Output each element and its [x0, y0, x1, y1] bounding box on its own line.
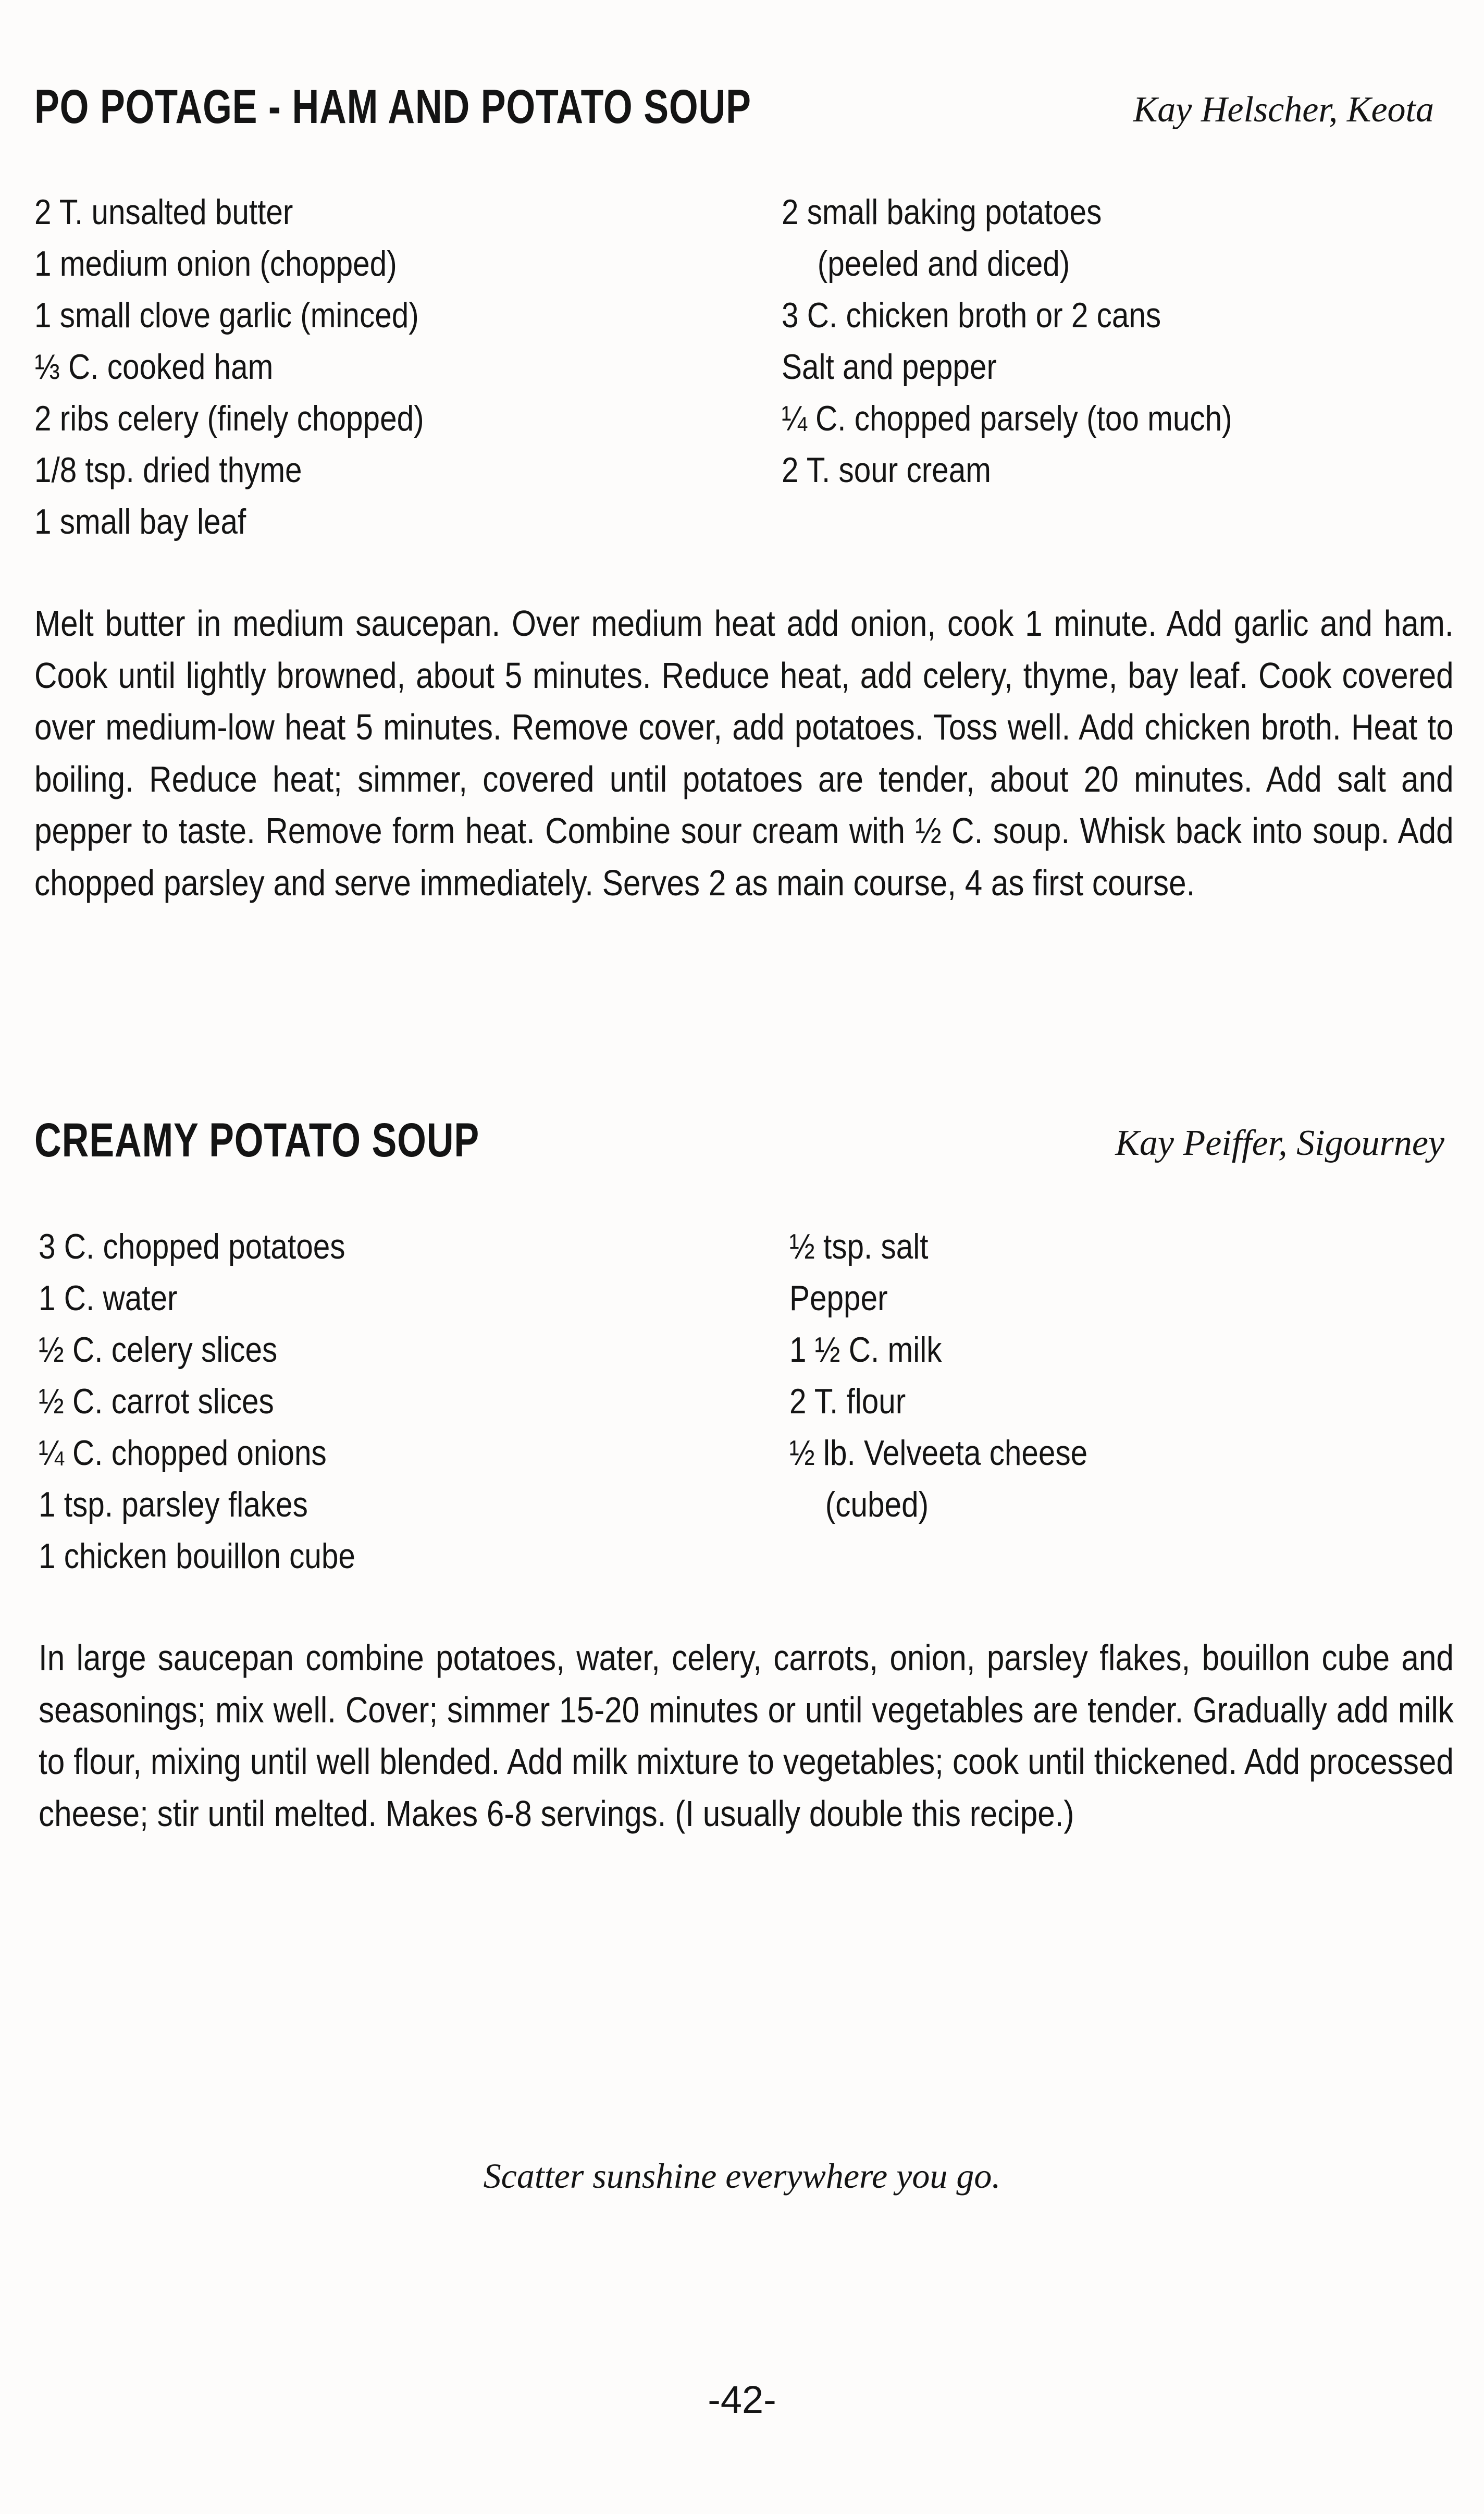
- ingredient-item: ¼ C. chopped onions: [39, 1433, 327, 1473]
- ingredient-item: ¼ C. chopped parsely (too much): [782, 399, 1232, 438]
- ingredient-item: 1 tsp. parsley flakes: [39, 1485, 308, 1524]
- ingredient-item: 1 C. water: [39, 1278, 178, 1318]
- ingredient-item: 2 ribs celery (finely chopped): [34, 399, 424, 438]
- ingredient-item: 1 ½ C. milk: [789, 1330, 942, 1370]
- recipe-author: Kay Helscher, Keota: [1133, 90, 1434, 130]
- ingredient-item: ½ lb. Velveeta cheese: [789, 1433, 1088, 1473]
- ingredient-item: 1 medium onion (chopped): [34, 244, 397, 284]
- recipe-title: PO POTAGE - HAM AND POTATO SOUP: [34, 80, 751, 133]
- ingredient-item: ½ tsp. salt: [789, 1227, 929, 1266]
- ingredient-item: 1 chicken bouillon cube: [39, 1536, 355, 1576]
- recipe-header: [34, 1112, 1444, 1169]
- ingredient-item: 1 small clove garlic (minced): [34, 295, 419, 335]
- ingredient-item: 2 T. flour: [789, 1382, 906, 1421]
- recipe-title: CREAMY POTATO SOUP: [34, 1114, 480, 1167]
- recipe-directions: Melt butter in medium saucepan. Over medium heat add onion, cook 1 minute. Add garlic and ham. Cook until lightly browned, about 5 minutes. Reduce heat, add celery, thyme, bay leaf. Cook covered over medium-low heat 5 minutes. Remove cover, add potatoes. Toss well. Add chicken broth. Heat to boiling. Reduce heat; simmer, covered until potatoes are tender, about 20 minutes. Add salt and pepper to taste. Remove form heat. Combine sour cream with ½ C. soup. Whisk back into soup. Add chopped parsley and serve immediately. Serves 2 as main course, 4 as first course.: [34, 603, 1454, 903]
- ingredient-item: ½ C. carrot slices: [39, 1382, 274, 1421]
- motto: Scatter sunshine everywhere you go.: [483, 2156, 1001, 2196]
- ingredient-item: ½ C. celery slices: [39, 1330, 278, 1370]
- ingredients-right-column: [789, 1221, 1136, 1531]
- recipe-header: [34, 78, 1434, 135]
- ingredient-item: 1/8 tsp. dried thyme: [34, 450, 302, 490]
- ingredient-item: 1 small bay leaf: [34, 502, 246, 541]
- ingredients-left-column: [39, 1221, 407, 1582]
- ingredient-item: 2 small baking potatoes: [782, 192, 1102, 232]
- recipe-author: Kay Peiffer, Sigourney: [1115, 1123, 1444, 1163]
- ingredients-left-column: [34, 187, 487, 548]
- ingredient-item: (peeled and diced): [817, 244, 1070, 284]
- ingredient-item: Pepper: [789, 1278, 888, 1318]
- ingredient-item: 2 T. unsalted butter: [34, 192, 293, 232]
- recipe-directions: In large saucepan combine potatoes, water, celery, carrots, onion, parsley flakes, bouillon cube and seasonings; mix well. Cover; simmer 15-20 minutes or until vegetables are tender. Gradually add milk to flour, mixing until well blended. Add milk mixture to vegetables; cook until thickened. Add processed cheese; stir until melted. Makes 6-8 servings. (I usually double this recipe.): [39, 1637, 1454, 1834]
- ingredients-right-column: [782, 187, 1305, 496]
- ingredient-item: 2 T. sour cream: [782, 450, 991, 490]
- page-number: -42-: [708, 2378, 776, 2421]
- ingredient-item: Salt and pepper: [782, 347, 997, 387]
- ingredient-item: ⅓ C. cooked ham: [34, 347, 274, 387]
- ingredient-item: 3 C. chopped potatoes: [39, 1227, 345, 1266]
- ingredient-item: (cubed): [825, 1485, 929, 1524]
- ingredient-item: 3 C. chicken broth or 2 cans: [782, 295, 1161, 335]
